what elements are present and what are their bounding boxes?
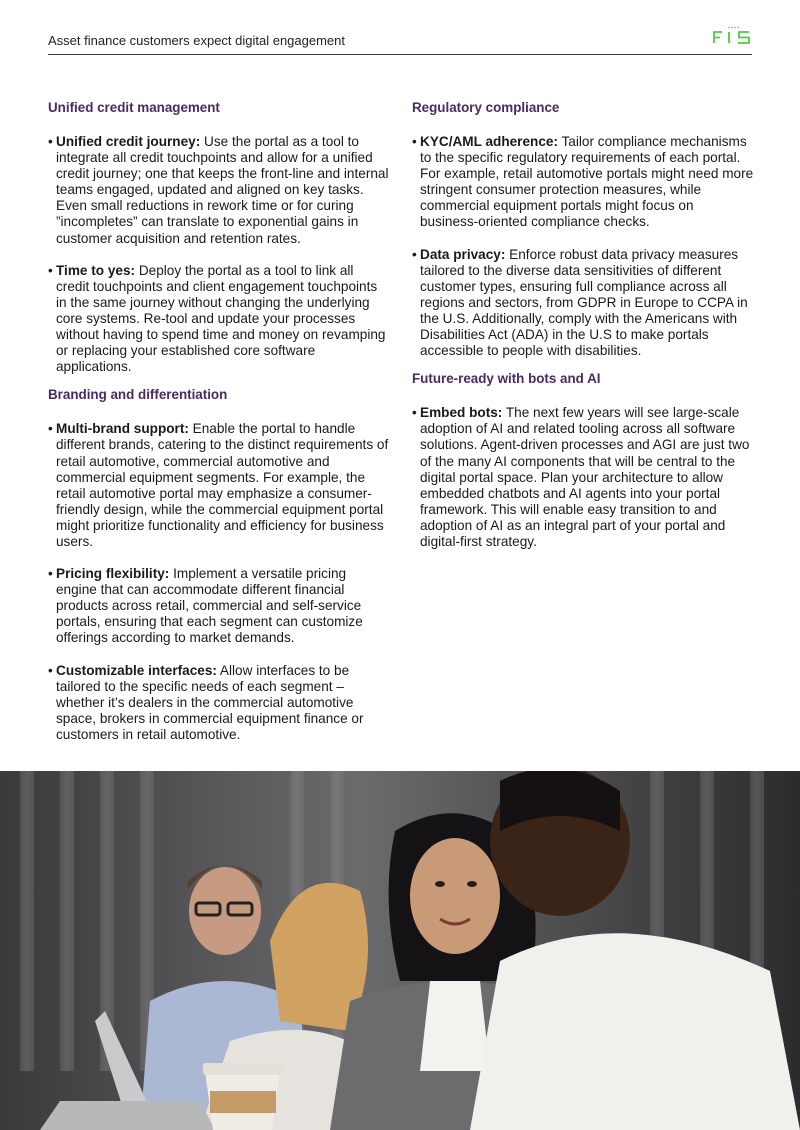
header-title: Asset finance customers expect digital engagement [48,33,346,48]
section-heading-bots-ai: Future-ready with bots and AI [412,371,601,387]
branding-list [48,421,390,743]
bots-ai-list [412,405,754,550]
section-heading-unified-credit: Unified credit management [48,100,220,115]
list-item: • KYC/AML adherence: Tailor compliance mechanisms to the specific regulatory requirements of each portal. For example, retail automotive portals might need more stringent consumer protection measures, while commercial equipment portals might focus on business-oriented compliance checks. [412,134,754,231]
page-header [48,0,752,55]
regulatory-list [412,134,754,359]
list-item: • Pricing flexibility: Implement a versatile pricing engine that can accommodate different financial products across retail, commercial and self-service portals, ensuring that each segment can customize offerings according to market demands. [48,566,390,646]
section-heading-regulatory: Regulatory compliance [412,100,560,115]
coffee-cup [203,1063,282,1130]
left-column [48,98,390,759]
list-item: • Time to yes: Deploy the portal as a tool to link all credit touchpoints and client engagement touchpoints in the same journey without changing the underlying core systems. Re-tool and update your processes without having to spend time and money on revamping or replacing your established core software applications. [48,263,390,376]
list-item: • Multi-brand support: Enable the portal to handle different brands, catering to the distinct requirements of retail automotive, commercial automotive and commercial equipment segments. For example, the retail automotive portal may emphasize a consumer-friendly design, while the commercial equipment portal might prioritize functionality and efficiency for business users. [48,421,390,550]
fis-logo [712,26,752,44]
meeting-photo-illustration [0,771,800,1130]
list-item: • Unified credit journey: Use the portal as a tool to integrate all credit touchpoints and allow for a unified credit journey; one that keeps the front-line and internal teams engaged, updated and aligned on key tasks. Even small reductions in rework time or for curing ”incompletes” can translate to exponential gains in customer acquisition and retention rates. [48,134,390,247]
list-item: • Data privacy: Enforce robust data privacy measures tailored to the diverse data sensitivities of different customer types, ensuring full compliance across all regions and sectors, from GDPR in Europe to CCPA in the U.S. Additionally, comply with the Americans with Disabilities Act (ADA) in the U.S to make portals accessible to people with disabilities. [412,247,754,360]
section-heading-branding: Branding and differentiation [48,387,228,403]
list-item: • Embed bots: The next few years will see large-scale adoption of AI and related tooling across all software solutions. Agent-driven processes and AGI are just two of the many AI components that will be central to the digital portal space. Plan your architecture to allow embedded chatbots and AI agents into your portal framework. This will enable easy transition to and adoption of AI as an integral part of your portal and digital-first strategy. [412,405,754,550]
list-item: • Customizable interfaces: Allow interfaces to be tailored to the specific needs of each segment – whether it’s dealers in the commercial automotive space, brokers in commercial equipment finance or customers in retail automotive. [48,663,390,743]
unified-credit-list [48,134,390,375]
meeting-photo [0,771,800,1130]
right-column [412,98,754,566]
